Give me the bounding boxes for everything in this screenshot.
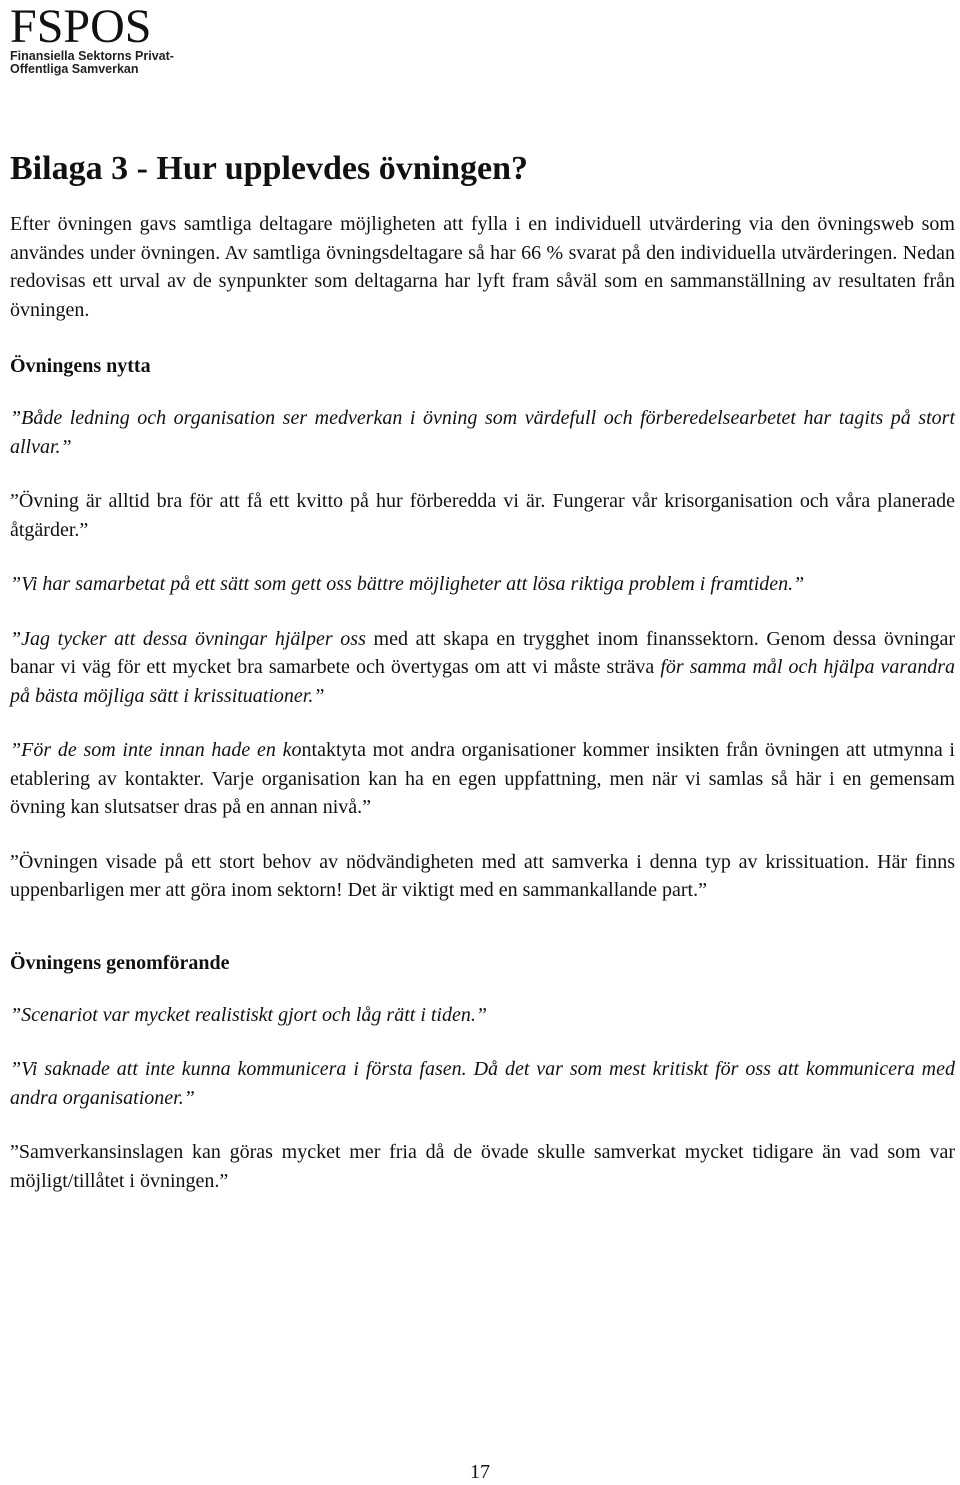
section-heading-genomforande: Övningens genomförande xyxy=(10,951,230,974)
fspos-logo xyxy=(10,0,180,76)
quote-paragraph xyxy=(10,1055,955,1112)
quote-paragraph xyxy=(10,736,955,822)
quote-italic-part: för samma mål och hjälpa varandra på bästa möjliga sätt i krissituationer.” xyxy=(10,656,955,707)
logo-subtitle-line2: Offentliga Samverkan xyxy=(10,62,139,76)
page-content xyxy=(10,148,955,1221)
section-heading-nytta: Övningens nytta xyxy=(10,355,151,377)
quote-paragraph: ”Scenariot var mycket realistiskt gjort och låg rätt i tiden.” xyxy=(10,1003,487,1026)
intro-paragraph: Efter övningen gavs samtliga deltagare möjligheten att fylla i en individuell utvärdering via den övningsweb som användes under övningen. Av samtliga övningsdeltagare så har 66 % svarat på den individuella utvärderingen. Nedan redovisas ett urval av de synpunkter som deltagarna har lyft fram såväl som en sammanställning av resultaten från övningen. xyxy=(10,213,955,321)
quote-normal-part: ntaktyta mot andra organisationer kommer insikten från övningen att utmynna i etablering av kontakter. Varje organisation kan ha en egen uppfattning, men när vi samlas så här i en gemensam övning kan slutsatser dras på en annan nivå.” xyxy=(10,739,955,818)
quote-paragraph: ”Samverkansinslagen kan göras mycket mer fria då de övade skulle samverkat mycket tidigare än vad som var möjligt/tillåtet i övningen.” xyxy=(10,1141,955,1192)
quote-normal-part: med att skapa en trygghet inom finanssektorn. Genom dessa övningar banar vi väg för ett mycket bra samarbete och övertygas om att vi måste sträva xyxy=(10,627,955,678)
quote-paragraph: ”Vi har samarbetat på ett sätt som gett oss bättre möjligheter att lösa riktiga problem i framtiden.” xyxy=(10,573,805,595)
page-number: 17 xyxy=(470,1461,490,1483)
page-title: Bilaga 3 - Hur upplevdes övningen? xyxy=(10,150,528,187)
quote-paragraph xyxy=(10,625,955,711)
quote-italic-part: ”Jag tycker att dessa övningar hjälper oss xyxy=(10,627,366,650)
quote-italic-part: ”Vi saknade att inte kunna kommunicera i första fasen. xyxy=(10,1058,467,1080)
quote-italic-part: Då det var som mest kritiskt för oss att kommunicera med andra organisationer.” xyxy=(10,1058,956,1109)
quote-italic-part: ”För de som inte innan hade en ko xyxy=(10,739,302,761)
quote-paragraph: ”Både ledning och organisation ser medverkan i övning som värdefull och förberedelsearbetet har tagits på stort allvar.” xyxy=(10,407,955,458)
logo-wordmark: FSPOS xyxy=(10,0,152,53)
quote-paragraph: ”Övning är alltid bra för att få ett kvitto på hur förberedda vi är. Fungerar vår krisorganisation och våra planerade åtgärder.” xyxy=(10,490,955,541)
logo-subtitle-line1: Finansiella Sektorns Privat- xyxy=(10,49,174,63)
quote-paragraph: ”Övningen visade på ett stort behov av nödvändigheten med att samverka i denna typ av krissituation. Här finns uppenbarligen mer att göra inom sektorn! Det är viktigt med en sammankallande part.” xyxy=(10,850,955,901)
